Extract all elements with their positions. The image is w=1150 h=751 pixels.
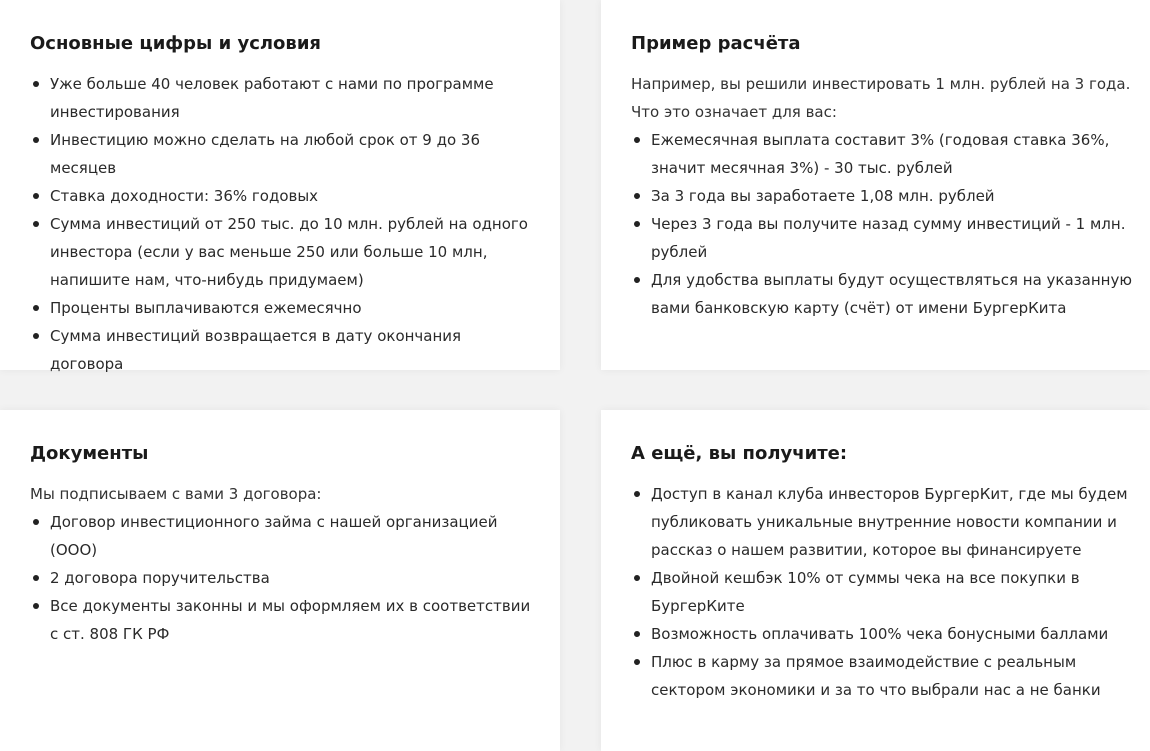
card-title: Документы bbox=[30, 443, 149, 464]
list-item: Сумма инвестиций от 250 тыс. до 10 млн. рублей на одного инвестора (если у вас меньше 250 или больше 10 млн, напишите нам, что-нибудь придумаем) bbox=[30, 210, 535, 294]
card-title: Пример расчёта bbox=[631, 33, 801, 54]
list-item: Все документы законны и мы оформляем их в соответствии с ст. 808 ГК РФ bbox=[30, 592, 535, 648]
card-bonuses bbox=[601, 410, 1150, 751]
list-item: Через 3 года вы получите назад сумму инвестиций - 1 млн. рублей bbox=[631, 210, 1136, 266]
list-item: Договор инвестиционного займа с нашей организацией (ООО) bbox=[30, 508, 535, 564]
list-item: Проценты выплачиваются ежемесячно bbox=[30, 294, 535, 322]
card-intro: Например, вы решили инвестировать 1 млн. рублей на 3 года. Что это означает для вас: bbox=[631, 75, 1131, 121]
bullet-list bbox=[631, 480, 1136, 704]
bullet-list bbox=[631, 126, 1136, 322]
list-item: Плюс в карму за прямое взаимодействие с реальным сектором экономики и за то что выбрали нас а не банки bbox=[631, 648, 1136, 704]
list-item: Ставка доходности: 36% годовых bbox=[30, 182, 535, 210]
list-item: Ежемесячная выплата составит 3% (годовая ставка 36%, значит месячная 3%) - 30 тыс. рублей bbox=[631, 126, 1136, 182]
list-item: За 3 года вы заработаете 1,08 млн. рублей bbox=[631, 182, 1136, 210]
card-documents bbox=[0, 410, 560, 751]
list-item: Для удобства выплаты будут осуществляться на указанную вами банковскую карту (счёт) от имени БургерКита bbox=[631, 266, 1136, 322]
bullet-list bbox=[30, 70, 535, 378]
card-intro: Мы подписываем с вами 3 договора: bbox=[30, 485, 322, 503]
list-item: Сумма инвестиций возвращается в дату окончания договора bbox=[30, 322, 535, 378]
list-item: 2 договора поручительства bbox=[30, 564, 535, 592]
list-item: Возможность оплачивать 100% чека бонусными баллами bbox=[631, 620, 1136, 648]
list-item: Уже больше 40 человек работают с нами по программе инвестирования bbox=[30, 70, 535, 126]
card-calculation-example bbox=[601, 0, 1150, 370]
bullet-list bbox=[30, 508, 535, 648]
card-key-terms bbox=[0, 0, 560, 373]
card-title: А ещё, вы получите: bbox=[631, 443, 848, 464]
list-item: Двойной кешбэк 10% от суммы чека на все покупки в БургерКите bbox=[631, 564, 1136, 620]
list-item: Инвестицию можно сделать на любой срок от 9 до 36 месяцев bbox=[30, 126, 535, 182]
card-title: Основные цифры и условия bbox=[30, 33, 321, 54]
list-item: Доступ в канал клуба инвесторов БургерКит, где мы будем публиковать уникальные внутренние новости компании и рассказ о нашем развитии, которое вы финансируете bbox=[631, 480, 1136, 564]
